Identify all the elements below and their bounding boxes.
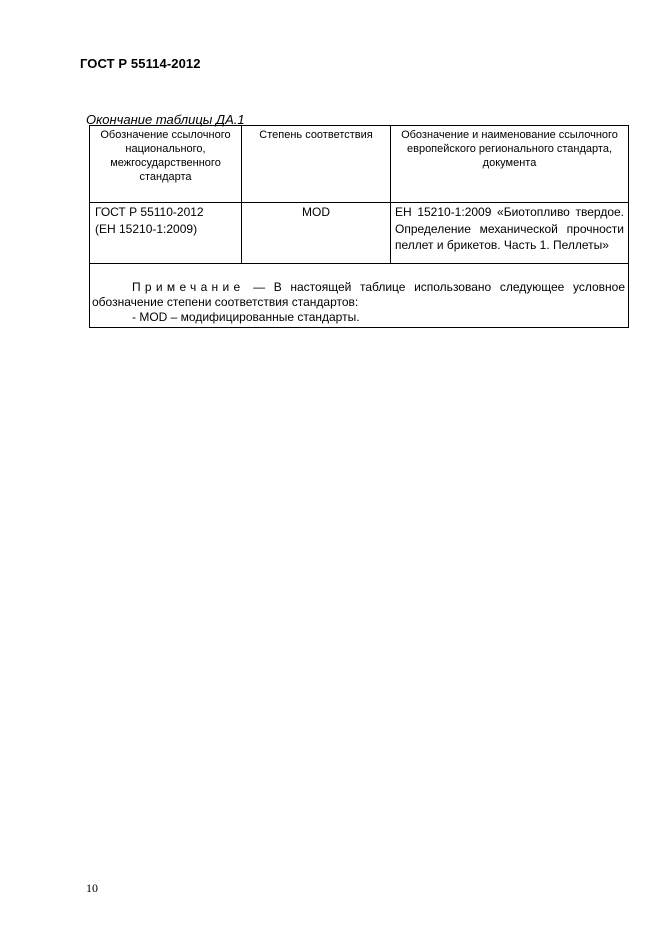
national-standard-ref: (ЕН 15210-1:2009) bbox=[95, 221, 198, 236]
column-header-degree: Степень соответствия bbox=[242, 126, 391, 203]
note-body: — В настоящей таблице использовано следующее условное обозначение степени соответствия стандартов: bbox=[92, 280, 625, 309]
table-note-row bbox=[90, 264, 629, 328]
table-note bbox=[90, 264, 629, 328]
national-standard-cell bbox=[90, 203, 242, 264]
table-header-row bbox=[90, 126, 629, 203]
reference-table bbox=[89, 125, 629, 328]
column-header-national: Обозначение ссылочного национального, межгосударственного стандарта bbox=[90, 126, 242, 203]
note-text bbox=[92, 280, 625, 310]
degree-cell: MOD bbox=[242, 203, 391, 264]
table-caption: Окончание таблицы ДА.1 bbox=[86, 112, 245, 127]
column-header-european: Обозначение и наименование ссылочного европейского регионального стандарта, документа bbox=[391, 126, 629, 203]
note-item: - MOD – модифицированные стандарты. bbox=[132, 310, 360, 324]
page-number: 10 bbox=[86, 881, 98, 895]
table-row bbox=[90, 203, 629, 264]
national-standard-id: ГОСТ Р 55110-2012 bbox=[95, 205, 204, 219]
european-standard-cell: ЕН 15210-1:2009 «Биотопливо твердое. Определение механической прочности пеллет и брикетов. Часть 1. Пеллеты» bbox=[391, 203, 629, 264]
document-header: ГОСТ Р 55114-2012 bbox=[80, 56, 201, 71]
note-label: Примечание bbox=[132, 280, 245, 294]
